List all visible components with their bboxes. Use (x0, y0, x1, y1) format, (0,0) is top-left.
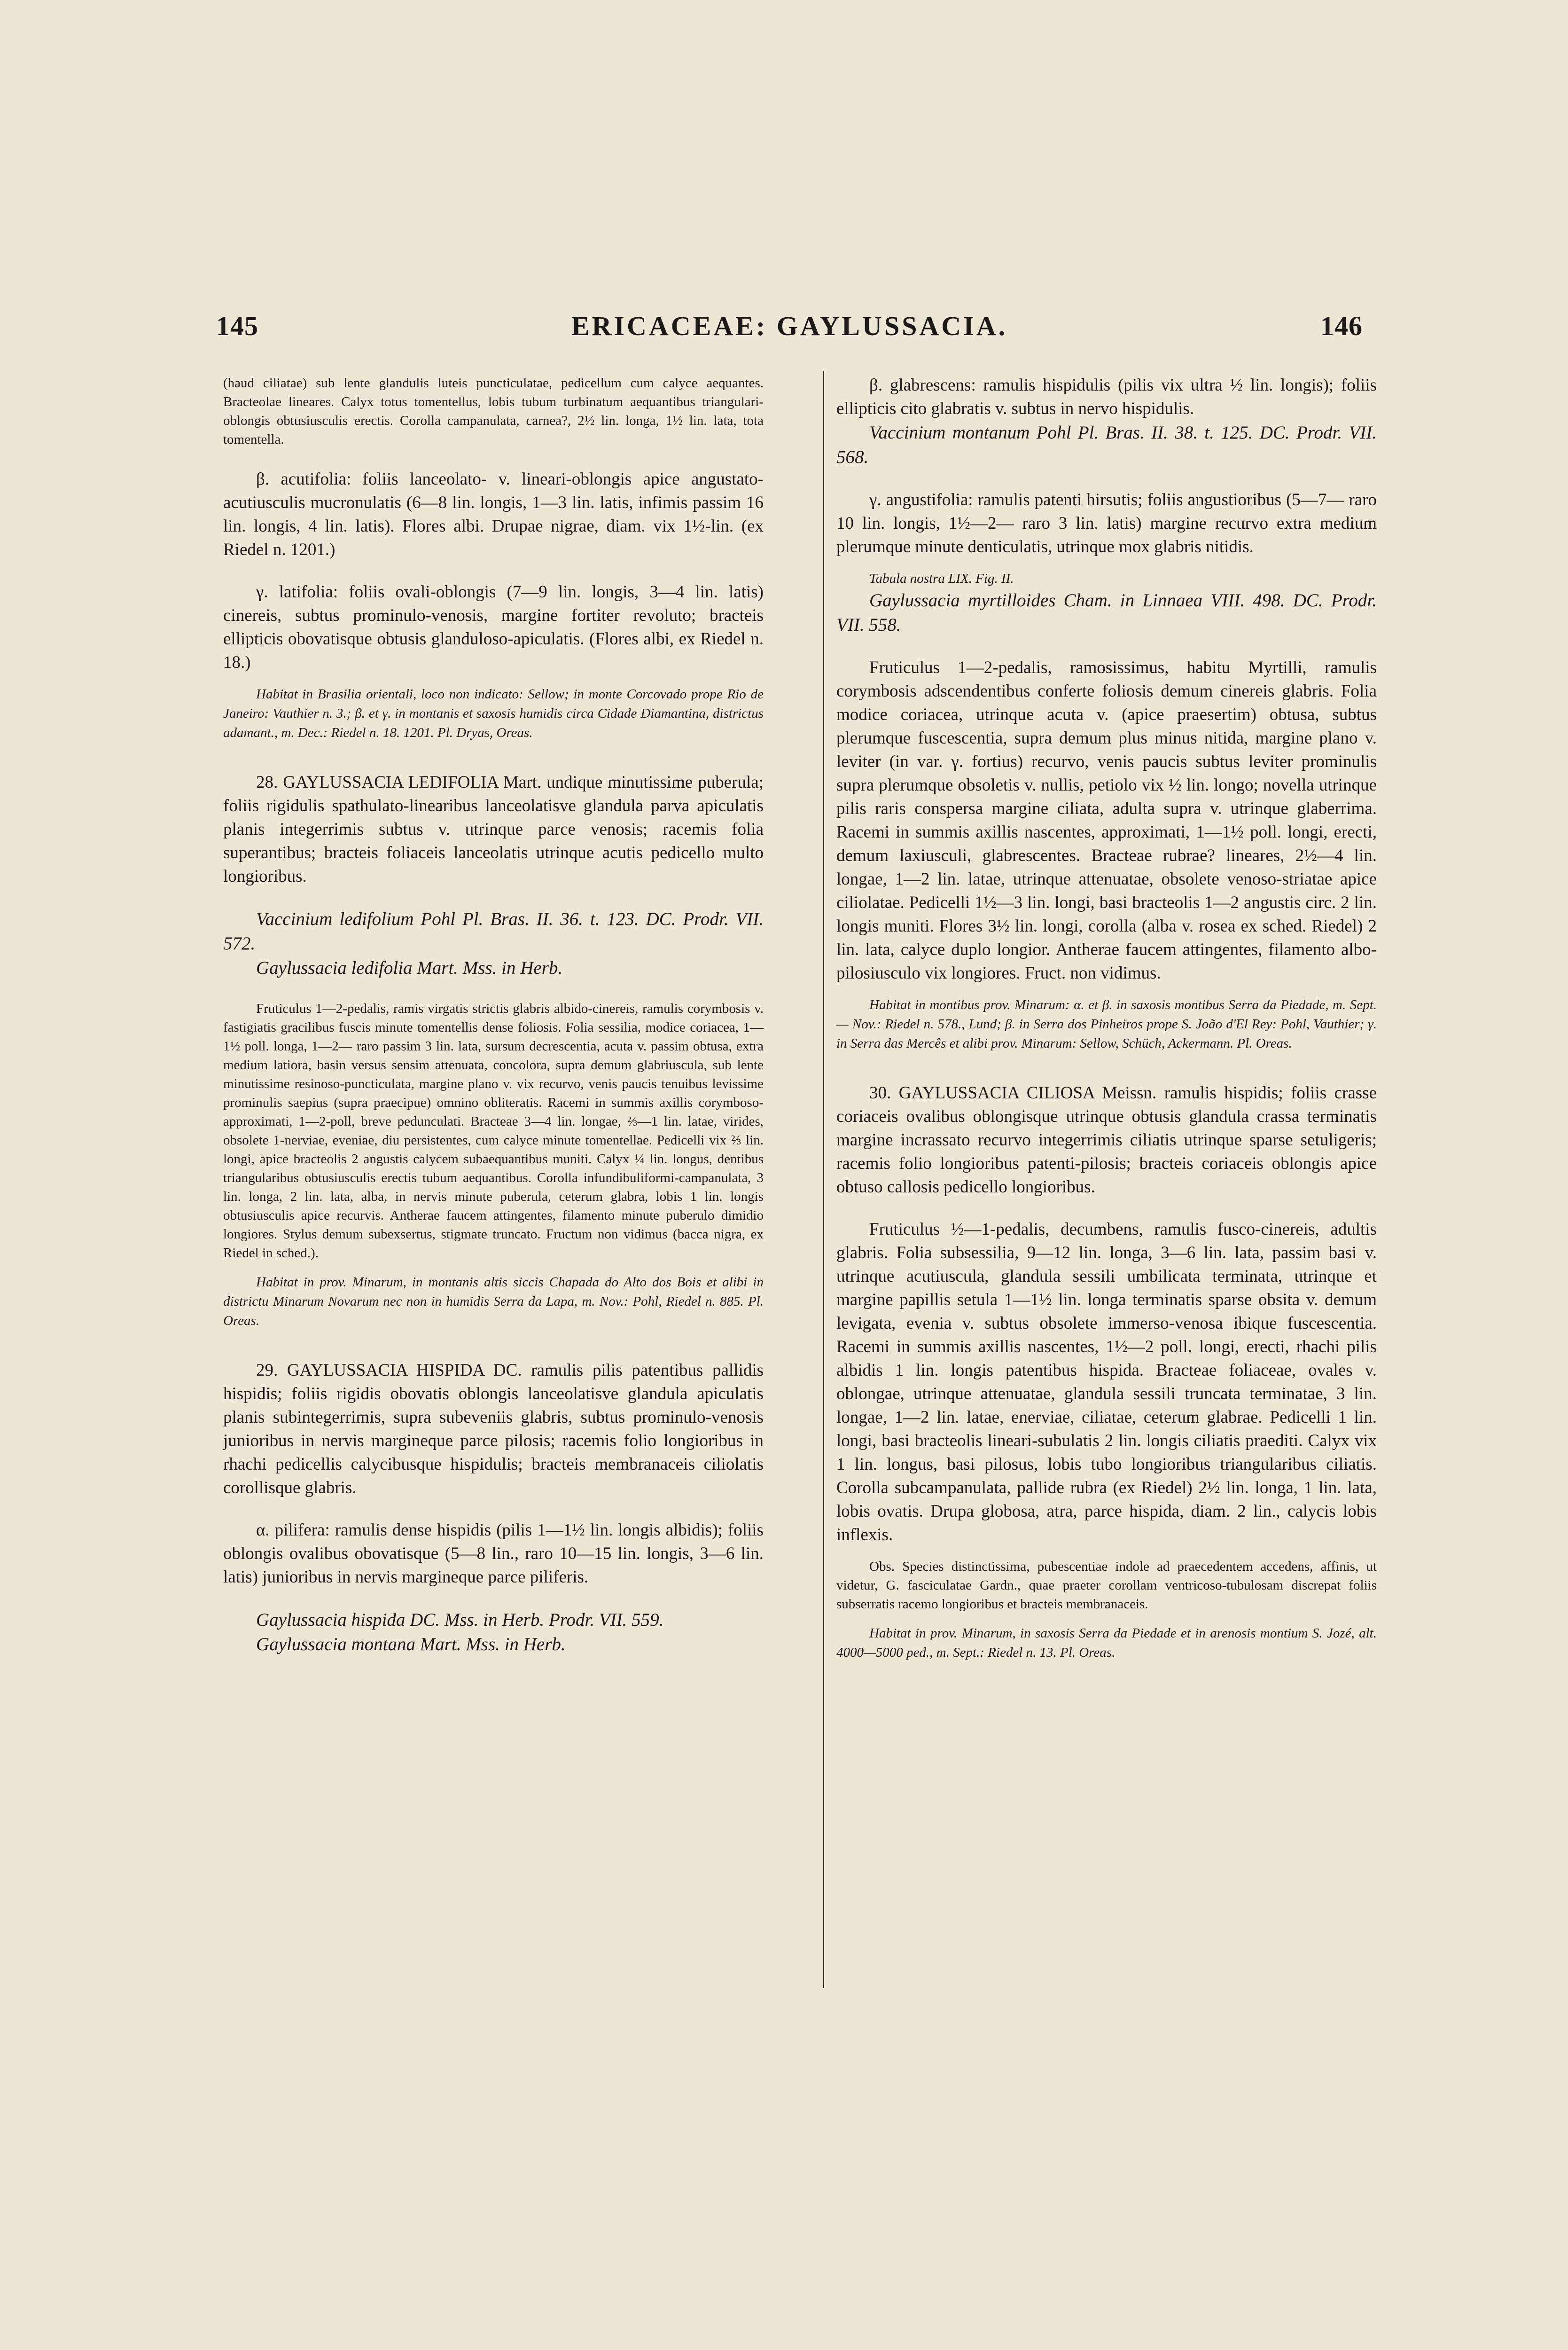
habitat-note: Habitat in montibus prov. Minarum: α. et β. in saxosis montibus Serra da Piedade, m. Sept. — Nov.: Riedel n. 578., Lund; β. in Serra dos Pinheiros prope S. João d'El Rey: Pohl, Vauthier; γ. in Serra das Mercês et alibi prov. Minarum: Sellow, Schüch, Ackermann. Pl. Oreas. (836, 997, 1377, 1051)
page-number-left: 145 (216, 311, 258, 341)
habitat-note: Habitat in Brasilia orientali, loco non indicato: Sellow; in monte Corcovado prope Rio de Janeiro: Vauthier n. 3.; β. et γ. in montanis et saxosis humidis circa Cidade Diamantina, districtus adamant., m. Dec.: Riedel n. 18. 1201. Pl. Dryas, Oreas. (223, 687, 764, 740)
variety-angustifolia: γ. angustifolia: ramulis patenti hirsutis; foliis angustioribus (5—7— raro 10 lin. longis, 1½—2— raro 3 lin. latis) margine recurvo extra medium plerumque minute denticulatis, utrinque mox glabris nitidis. (836, 490, 1377, 556)
synonym: Gaylussacia myrtilloides Cham. in Linnaea VIII. 498. DC. Prodr. VII. 558. (836, 590, 1377, 635)
variety-pilifera: α. pilifera: ramulis dense hispidis (pilis 1—1½ lin. longis albidis); foliis oblongis ovalibus obovatisque (5—8 lin., raro 10—15 lin. longis, 3—6 lin. latis) junioribus in nervis margineque parce piliferis. (223, 1520, 764, 1587)
column-divider (823, 371, 824, 1988)
description-continued: (haud ciliatae) sub lente glandulis luteis puncticulatae, pedicellum cum calyce aequantes. Bracteolae lineares. Calyx totus tomentellus, lobis tubum turbinatum aequantibus triangulari-oblongis obtusiusculis erectis. Corolla campanulata, carnea?, 2½ lin. longa, 1½ lin. lata, tota tomentella. (223, 376, 764, 447)
synonym: Gaylussacia ledifolia Mart. Mss. in Herb. (256, 958, 563, 978)
left-column (223, 374, 764, 1657)
habitat-note: Habitat in prov. Minarum, in montanis altis siccis Chapada do Alto dos Bois et alibi in districtu Minarum Novarum nec non in humidis Serra da Lapa, m. Nov.: Pohl, Riedel n. 885. Pl. Oreas. (223, 1275, 764, 1328)
species-28-ledifolia: 28. GAYLUSSACIA LEDIFOLIA Mart. undique minutissime puberula; foliis rigidulis spathulato-linearibus lanceolatisve glandula parva apiculatis planis integerrimis subtus v. utrinque parce venosis; racemis folia superantibus; bracteis foliaceis lanceolatis utrinque acutis pedicello multo longioribus. (223, 773, 764, 886)
synonym: Gaylussacia hispida DC. Mss. in Herb. Prodr. VII. 559. (256, 1610, 664, 1630)
species-30-ciliosa: 30. GAYLUSSACIA CILIOSA Meissn. ramulis hispidis; foliis crasse coriaceis ovalibus oblongisque utrinque obtusis glandula crassa terminatis margine incrassato recurvo integerrimis ciliatis utrinque sparse setuligeris; racemis folio longioribus patenti-pilosis; bracteis coriaceis oblongis apice obtuso callosis pedicello longioribus. (836, 1083, 1377, 1197)
synonym: Vaccinium ledifolium Pohl Pl. Bras. II. 36. t. 123. DC. Prodr. VII. 572. (223, 909, 764, 954)
plate-reference: Tabula nostra LIX. Fig. II. (869, 571, 1014, 586)
variety-latifolia: γ. latifolia: foliis ovali-oblongis (7—9 lin. longis, 3—4 lin. latis) cinereis, subtus prominulo-venosis, margine fortiter revoluto; bracteis ellipticis obovatisque obtusis glanduloso-apiculatis. (Flores albi, ex Riedel n. 18.) (223, 582, 764, 672)
right-column (836, 374, 1377, 1662)
running-header (207, 310, 1372, 357)
habitat-note: Habitat in prov. Minarum, in saxosis Serra da Piedade et in arenosis montium S. Jozé, alt. 4000—5000 ped., m. Sept.: Riedel n. 13. Pl. Oreas. (836, 1626, 1377, 1660)
variety-glabrescens: β. glabrescens: ramulis hispidulis (pilis vix ultra ½ lin. longis); foliis ellipticis cito glabratis v. subtus in nervo hispidulis. (836, 376, 1377, 418)
species-29-hispida: 29. GAYLUSSACIA HISPIDA DC. ramulis pilis patentibus pallidis hispidis; foliis rigidis obovatis oblongis lanceolatisve glandula apiculatis planis subintegerrimis, supra subeveniis glabris, subtus prominulo-venosis junioribus in nervis margineque parce pilosis; racemis folio longioribus in rhachi pedicellis calycibusque hispidulis; bracteis membranaceis ciliolatis corollisque glabris. (223, 1361, 764, 1497)
observation-note: Obs. Species distinctissima, pubescentiae indole ad praecedentem accedens, affinis, ut videtur, G. fasciculatae Gardn., quae praeter corollam ventricoso-tubulosam discrepat foliis subserratis racemo longioribus et bracteis membranaceis. (836, 1559, 1377, 1612)
species-description: Fruticulus 1—2-pedalis, ramis virgatis strictis glabris albido-cinereis, ramulis corymbosis v. fastigiatis gracilibus fuscis minute tomentellis dense foliosis. Folia sessilia, modice coriacea, 1—1½ poll. longa, 1—2— raro passim 3 lin. lata, sursum decrescentia, acuta v. passim obtusa, extra medium latiora, basin versus sensim attenuata, concolora, supra demum glabriuscula, sub lente minutissime resinoso-puncticulata, margine plano v. vix recurvo, venis paucis tenuibus levissime prominulis saepius (supra praecipue) omnino obliteratis. Racemi in summis axillis corymboso-approximati, 1—2-poll, breve pedunculati. Bracteae 3—4 lin. longae, ⅔—1 lin. latae, virides, obsolete 1-nerviae, eveniae, diu persistentes, cum calyce minute tomentellae. Pedicelli vix ⅔ lin. longi, apice bracteolis 2 angustis calycem subaequantibus muniti. Calyx ¼ lin. longus, dentibus triangularibus obtusiusculis erectis tubum aequantibus. Corolla infundibuliformi-campanulata, 3 lin. longa, 2 lin. lata, alba, in nervis minute puberula, ceterum glabra, lobis 1 lin. longis obtusiusculis apice recurvis. Antherae faucem attingentes, filamento minute puberulo dimidio longiores. Stylus demum subexsertus, stigmate truncato. Fructum non vidimus (bacca nigra, ex Riedel in sched.). (223, 1001, 764, 1261)
variety-acutifolia: β. acutifolia: foliis lanceolato- v. lineari-oblongis apice angustato-acutiusculis mucronulatis (6—8 lin. longis, 1—3 lin. latis, infimis passim 16 lin. longis, 4 lin. latis). Flores albi. Drupae nigrae, diam. vix 1½-lin. (ex Riedel n. 1201.) (223, 470, 764, 559)
synonym: Vaccinium montanum Pohl Pl. Bras. II. 38. t. 125. DC. Prodr. VII. 568. (836, 423, 1377, 467)
running-title: ERICACEAE: GAYLUSSACIA. (571, 311, 1008, 341)
page-number-right: 146 (1320, 311, 1363, 341)
synonym: Gaylussacia montana Mart. Mss. in Herb. (256, 1634, 566, 1654)
species-description: Fruticulus ½—1-pedalis, decumbens, ramulis fusco-cinereis, adultis glabris. Folia subsessilia, 9—12 lin. longa, 3—6 lin. lata, passim basi v. utrinque acutiuscula, glandula sessili umbilicata terminata, utrinque et margine papillis setula 1—1½ lin. longa terminatis sparse obsita v. demum levigata, evenia v. subtus obsolete immerso-venosa ibique fuscescentia. Racemi in summis axillis nascentes, 1½—2 poll. longi, erecti, rhachi pilis albidis 1 lin. longis patentibus hispida. Bracteae foliaceae, ovales v. oblongae, utrinque attenuatae, glandula sessili truncata terminatae, 3 lin. longae, 1—2 lin. latae, enerviae, ciliatae, ceterum glabrae. Pedicelli 1 lin. longi, basi bracteolis lineari-subulatis 2 lin. longis ciliatis praediti. Calyx vix 1 lin. longus, basi pilosus, lobis tubo longioribus triangularibus ciliatis. Corolla subcampanulata, pallide rubra (ex Riedel) 2½ lin. longa, 1 lin. lata, lobis ovatis. Drupa globosa, atra, parce hispida, diam. 2 lin., calycis lobis inflexis. (836, 1220, 1377, 1544)
species-description: Fruticulus 1—2-pedalis, ramosissimus, habitu Myrtilli, ramulis corymbosis adscendentibus conferte foliosis demum cinereis glabris. Folia modice coriacea, utrinque acuta v. (apice praesertim) obtusa, subtus plerumque fuscescentia, supra demum plus minus nitida, margine plano v. leviter (in var. γ. fortius) recurvo, venis paucis subtus leviter prominulis supra plerumque obsoletis v. nullis, petiolo vix ½ lin. longo; novella utrinque pilis raris conspersa margine ciliata, adulta supra v. utrinque glaberrima. Racemi in summis axillis nascentes, approximati, 1—1½ poll. longi, erecti, demum laxiusculi, glabrescentes. Bracteae rubrae? lineares, 2½—4 lin. longae, 1—2 lin. latae, utrinque attenuatae, obsolete venoso-striatae apice ciliolatae. Pedicelli 1½—3 lin. longi, basi bracteolis 1—2 angustis circ. 2 lin. longis muniti. Flores 3½ lin. longi, corolla (alba v. rosea ex sched. Riedel) 2 lin. lata, calyce duplo longior. Antherae faucem attingentes, filamento albo-pilosiusculo vix longiores. Fruct. non vidimus. (836, 658, 1377, 983)
